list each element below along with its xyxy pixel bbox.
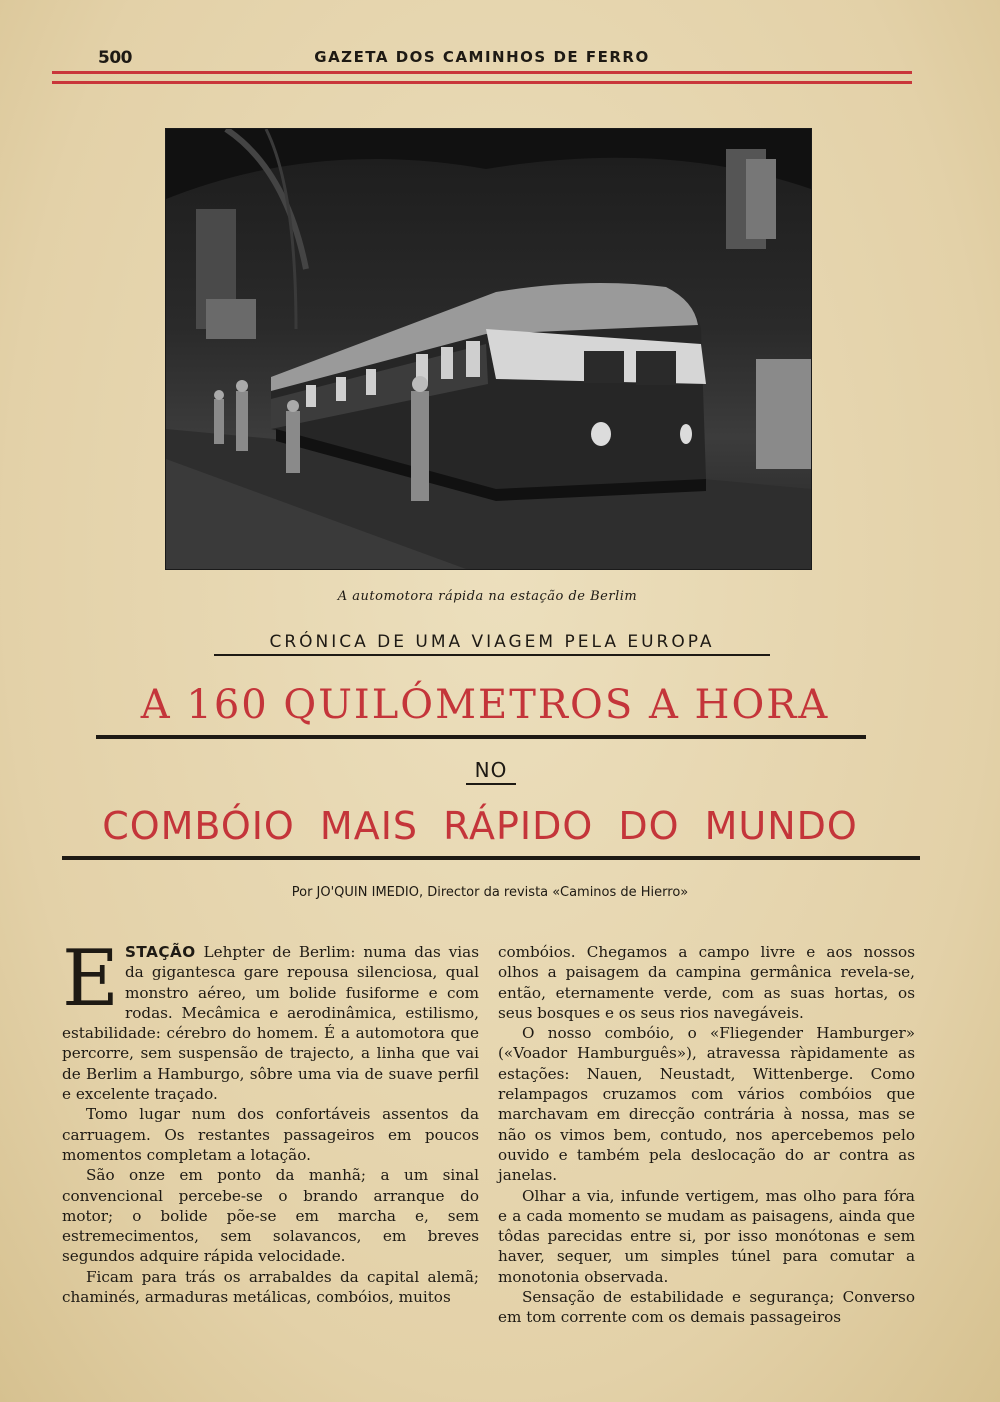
article-kicker: CRÓNICA DE UMA VIAGEM PELA EUROPA — [214, 632, 770, 656]
right-column — [498, 942, 915, 1328]
header-rule-top — [52, 71, 912, 74]
paragraph: Tomo lugar num dos confortáveis assentos da carruagem. Os restantes passageiros em poucos momentos completam a lotação. — [62, 1105, 479, 1164]
article-title-line2: COMBÓIO MAIS RÁPIDO DO MUNDO — [102, 804, 858, 848]
title-rule-2 — [62, 856, 920, 860]
article-title-connector: NO — [466, 758, 516, 785]
paragraph: Olhar a via, infunde vertigem, mas olho para fóra e a cada momento se mudam as paisagens, ainda que tôdas parecidas entre si, por isso monótonas e sem haver, sequer, um simples túnel para comutar a monotonia observada. — [498, 1186, 915, 1286]
drop-cap: E — [62, 934, 119, 1024]
train-photo — [165, 128, 812, 570]
railcar-illustration — [166, 129, 811, 569]
lead-in: STAÇÃO — [124, 943, 196, 961]
paragraph: Sensação de estabilidade e segurança; Converso em tom corrente com os demais passageiros — [498, 1288, 915, 1327]
photo-caption: A automotora rápida na estação de Berlim — [337, 589, 638, 604]
paragraph: O nosso combóio, o «Fliegender Hamburger» («Voador Hamburguês»), atravessa ràpidamente as estações: Nauen, Neustadt, Wittenberge. Como relampagos cruzamos com vários combóios que marchavam em direcção contrária à nossa, mas se não os vimos bem, contudo, nos apercebemos pelo ouvido e também pela deslocação do ar contra as janelas. — [498, 1024, 915, 1185]
opening-text: Lehpter de Berlim: numa das vias da gigantesca gare repousa silenciosa, qual monstro aéreo, um bolide fusiforme e com rodas. Mecâmica e aerodinâmica, estilismo, estabilidade: cérebro do homem. É a automotora que percorre, sem suspensão de trajecto, a linha que vai de Berlim a Hamburgo, sôbre uma via de suave perfil e excelente traçado. — [62, 943, 479, 1104]
article-title-line1: A 160 QUILÓMETROS A HORA — [140, 682, 830, 728]
paragraph: Ficam para trás os arrabaldes da capital alemã; chaminés, armaduras metálicas, combóios, muitos — [62, 1267, 479, 1307]
opening-paragraph — [62, 934, 479, 1104]
page-header — [52, 44, 912, 74]
title-rule-1 — [96, 735, 866, 739]
header-rule-bottom — [52, 81, 912, 84]
page-number: 500 — [98, 48, 132, 68]
left-column — [62, 934, 479, 1307]
paragraph: São onze em ponto da manhã; a um sinal convencional percebe-se o brando arranque do motor; o bolide põe-se em marcha e, sem estremecimentos, sem solavancos, em breves segundos adquire rápida velocidade. — [62, 1166, 479, 1266]
journal-title: GAZETA DOS CAMINHOS DE FERRO — [314, 48, 650, 66]
continued-paragraph: combóios. Chegamos a campo livre e aos nossos olhos a paisagem da campina germânica revela-se, então, eternamente verde, com as suas hortas, os seus bosques e os seus rios navegáveis. — [498, 943, 915, 1022]
article-byline: Por JO'QUIN IMEDIO, Director da revista «Caminos de Hierro» — [291, 885, 689, 900]
